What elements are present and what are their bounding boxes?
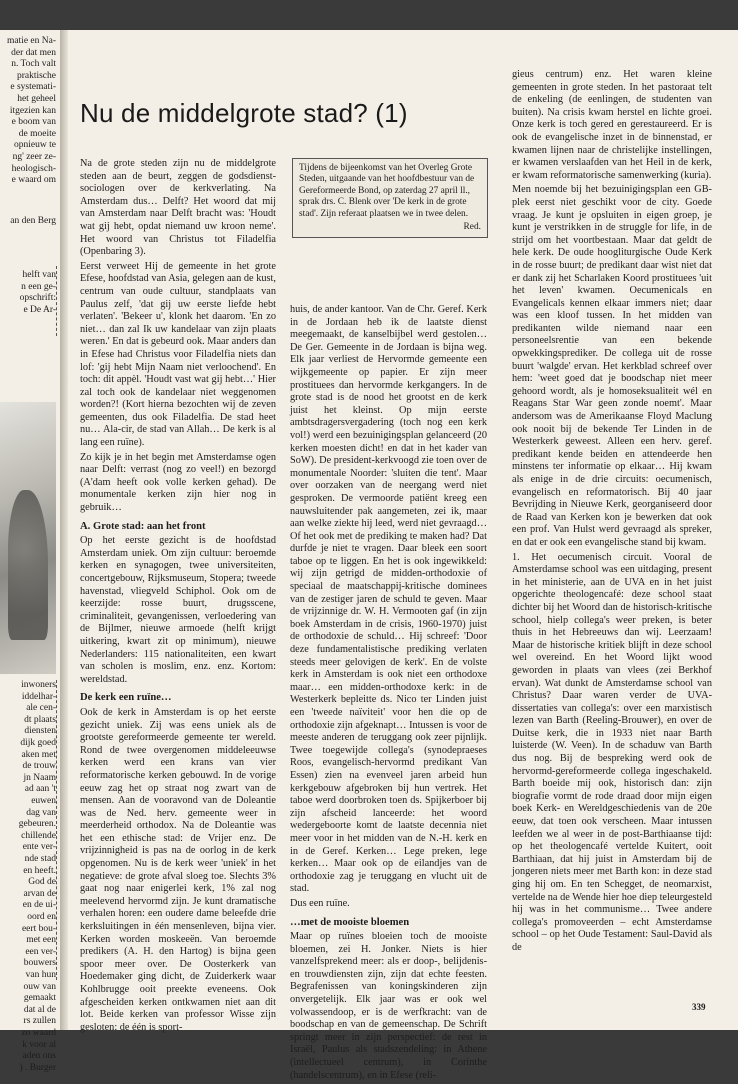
editorial-signature: Red. xyxy=(463,222,481,233)
editorial-note-text: Tijdens de bijeenkomst van het Overleg Grote Steden, uitgaande van het hoofdbestuur van de Gereformeerde Bond, op zaterdag 27 april ll., sprak drs. C. Blenk over 'De kerk in de grote stad'. Zijn referaat plaatsen we in twee delen. xyxy=(299,163,475,219)
adjacent-page-text-fragment: e boom van xyxy=(11,117,56,128)
adjacent-page-text-fragment: gemaakt xyxy=(23,993,56,1004)
adjacent-page-text-fragment: e systemati- xyxy=(10,82,56,93)
paragraph: Ook de kerk in Amsterdam is op het eerste gezicht uniek. Zij was eens uniek als de grootste gereformeerde gemeente ter wereld. Rond de twee overgenomen middeleeuwse kerken werd een krans van vier reformatorische kerken gebouwd. In de vorige eeuw zag het op straat nog zwart van de mensen. Aan de vooravond van de Doleantie was de Ned. herv. gemeente weer in meerderheid orthodox. Na de Doleantie was het een ethische stad: de Vrijer enz. De vrijzinnigheid is pas na de oorlog in de kerk opgenomen. Nu is de kerk weer 'uniek' in het negatieve: de grote afval sloeg toe. Slechts 3% gaat nog naar enigerlei kerk, 1% zal nog meelevend hervormd zijn. Je kunt dramatische verhalen horen: een oudere dame beleefde drie kerksluitingen in één mensenleven, bijna vier. Kerken worden moskeeën. Van beroemde predikers (A. H. den Hartog) is bijna geen spoor meer over. De Oosterkerk van Hoedemaker ging dicht, de Zuiderkerk waar Kohlbrugge ooit preekte eveneens. Ook afgescheiden kerken ontkwamen niet aan dit lot. Beide kerken van professor Wisse zijn gesloten: de één is sport- xyxy=(80,706,276,1033)
adjacent-page-text-fragment: ente ver- xyxy=(22,842,56,853)
adjacent-page-text-fragment: en heeft. xyxy=(23,865,56,876)
adjacent-page-text-fragment: e De Ar- xyxy=(23,304,56,315)
adjacent-page-text-fragment: n. Toch valt xyxy=(11,59,56,70)
adjacent-page-text-fragment: eert bou- xyxy=(21,923,56,934)
adjacent-page-text-fragment: diensten xyxy=(24,726,56,737)
adjacent-page-text-fragment: inwoners xyxy=(21,680,56,690)
paragraph: Eerst verweet Hij de gemeente in het grote Efese, hoofdstad van Asia, gelegen aan de kust, centrum van oude cultuur, standplaats van Paulus zelf, 'dat gij uw eerste liefde hebt verlaten'. 'Bekeer u', klonk het daarom. 'En zo niet… dan zal Ik uw kandelaar van zijn plaats weren.' En dat is gebeurd ook. Maar anders dan in Efese had Christus voor Filadelfia niets dan lof: 'gij hebt Mijn Naam niet verloochend'. En toch: dit appèl. 'Houdt vast wat gij hebt…' Hier zal toch ook de kandelaar niet weggenomen worden?! (Kort hierna bezochten wij de zeven gemeenten, dus ook Filadelfia. De stad heet nu… Ala-cir, de stad van Allah… De kerk is al lang een ruïne). xyxy=(80,260,276,449)
adjacent-page-text-fragment: van hun xyxy=(25,970,56,980)
adjacent-page-text-fragment: een ver- xyxy=(25,946,56,957)
adjacent-page-text-fragment: praktische xyxy=(16,70,56,81)
adjacent-page-text-fragment: ale cen- xyxy=(26,703,56,714)
adjacent-page-text-fragment: euwen xyxy=(31,796,56,806)
section-heading: De kerk een ruïne… xyxy=(80,692,172,704)
adjacent-page-text-fragment: zo waard xyxy=(21,1028,56,1038)
adjacent-page-text-fragment: dt plaats xyxy=(24,714,56,725)
adjacent-page-text-fragment: bouwers xyxy=(23,958,56,969)
page-number: 339 xyxy=(692,1002,706,1012)
section-heading: …met de mooiste bloemen xyxy=(290,916,410,928)
adjacent-page-text-fragment: dijk goed xyxy=(20,738,56,748)
section-heading: A. Grote stad: aan het front xyxy=(80,520,206,532)
adjacent-page-text-fragment: en de ui- xyxy=(22,900,56,911)
dashed-border xyxy=(56,266,57,336)
adjacent-page-text-fragment: chillende xyxy=(21,830,56,841)
column-2 xyxy=(290,304,487,1084)
adjacent-page-text-fragment: met een xyxy=(26,935,56,946)
magazine-page xyxy=(0,30,738,1081)
adjacent-page-text-fragment: n een ge- xyxy=(21,281,56,292)
adjacent-page-text-fragment: heologisch- xyxy=(11,163,56,174)
paragraph: Maar op ruïnes bloeien toch de mooiste bloemen, zei H. Jonker. Niets is hier vanzelfsprekend meer: als er doop-, belijdenis- en trouwdiensten zijn, zijn dat echte feesten. Begrafenissen van koningskinderen zijn onvergetelijk. Elk jaar was er ook wel volwassendoop, er is de werfkracht: van de boodschap en van de gemeenschap. De Schrift springt meer in zijn perspectief: de rest in Israël, Paulus als stadszendeling: in Athene (intellectueel centrum), in Corinthe (handelscentrum), en in Efese (reli- xyxy=(290,931,487,1081)
adjacent-page-text-fragment: opnieuw te xyxy=(14,140,56,151)
adjacent-page-text-fragment: ad aan 't xyxy=(24,784,56,795)
paragraph: Zo kijk je in het begin met Amsterdamse ogen naar Delft: verrast (nog zo veel!) en bezorgd (A'dam heeft ook volle kerken gehad). De monumentale kerken zijn hier nog in gebruik… xyxy=(80,451,276,514)
adjacent-page-text-fragment: iddelhar- xyxy=(21,691,56,702)
tree-image xyxy=(8,490,48,640)
adjacent-page-text-fragment: rs zullen xyxy=(23,1016,56,1027)
adjacent-page-text-fragment: aken met xyxy=(21,749,56,760)
adjacent-page-text-fragment: het geheel xyxy=(17,94,56,104)
adjacent-page-text-fragment: dat al de xyxy=(23,1004,56,1015)
adjacent-page-text-fragment: aden ons xyxy=(22,1051,56,1062)
adjacent-page-text-fragment: k voor al xyxy=(22,1039,56,1050)
editorial-note-box xyxy=(292,158,488,238)
adjacent-page-text-fragment: ) . Burger xyxy=(19,1062,56,1073)
adjacent-page-text-fragment: God de xyxy=(28,877,56,888)
adjacent-page-text-fragment: an den Berg xyxy=(10,216,56,226)
adjacent-page-text-fragment: helft van xyxy=(22,270,56,280)
adjacent-page-text-fragment: itgezien kan xyxy=(9,105,56,116)
adjacent-page-text-fragment: de moeite xyxy=(18,128,56,139)
adjacent-page-text-fragment: oord en xyxy=(27,912,56,922)
adjacent-page-text-fragment: de trouw xyxy=(22,761,56,772)
adjacent-page-text-fragment: jn Naam xyxy=(23,772,56,783)
paragraph: Op het eerste gezicht is de hoofdstad Amsterdam uniek. Om zijn cultuur: beroemde kerken en synagogen, twee universiteiten, concertgebouw, Rijksmuseum, Stopera; tweede havenstad, vliegveld Schiphol. Ook om de keerzijde: rosse buurt, drugsscene, criminaliteit, gevangenissen, verloedering van de Bijlmer, nieuwe armoede (helft krijgt uitkering, kwart zit op minimum), nieuwe Nederlanders: 115 nationaliteiten, een kwart van scholen is moslim, enz. enz. Kortom: wereldstad. xyxy=(80,535,276,685)
page-gutter xyxy=(60,30,68,1030)
intro-paragraph: Na de grote steden zijn nu de middelgrote steden aan de beurt, zeggen de godsdienst-sociologen over de kerkverlating. Na Amsterdam dus… Delft? Het woord dat mij van Amsterdam naar Delft bracht was: 'Houdt wat gij hebt, opdat niemand uw kroon neme'. Het woord van Christus tot Filadelfia (Openbaring 3). xyxy=(80,158,276,258)
adjacent-page-strip xyxy=(0,30,58,1073)
adjacent-page-text-fragment: ouw van xyxy=(23,981,56,992)
dashed-border xyxy=(56,680,57,980)
adjacent-page-text-fragment: gebeuren. xyxy=(18,819,56,830)
adjacent-page-text-fragment: nde stad xyxy=(24,854,56,864)
adjacent-page-text-fragment: arvan de xyxy=(23,888,56,899)
paragraph: gieus centrum) enz. Het waren kleine gemeenten in grote steden. In het pastoraat telt de enkeling (de eenlingen, de studenten van buiten). Na crisis kwam herstel en lichte groei. Onze kerk is toch gered en gerestaureerd. Er is ook de evangelische inzet in de binnenstad, er kwamen lijnen naar de christelijke instellingen, er kwamen verslaafden van het Heil in de kerk, er kwam reformatorische samenwerking (kuria). xyxy=(512,69,712,181)
adjacent-page-text-fragment: ng' zeer ze- xyxy=(12,152,56,162)
adjacent-page-text-fragment: der dat men xyxy=(11,47,56,58)
adjacent-page-text-fragment: e waard om xyxy=(11,175,56,186)
column-3 xyxy=(512,69,712,957)
paragraph: Dus een ruïne. xyxy=(290,897,350,909)
column-1 xyxy=(80,158,276,1036)
article-title: Nu de middelgrote stad? (1) xyxy=(80,98,408,128)
paragraph: huis, de ander kantoor. Van de Chr. Geref. Kerk in de Jordaan heb ik de laatste dienst meegemaakt, de kanselbijbel werd gestolen… De Ger. Gemeente in de Jordaan is bijna weg. Elk jaar verliest de Hervormde gemeente een wijkgemeente op papier. Er zijn meer prostituees dan hervormde kerkgangers. In de grote stad is de nood het grootst en de kerk juist het kleinst. Op mijn eerste ambtsdragersvergadering (toch nog een kerk vol!) werd een bezuinigingsplan gelanceerd (20 kerken moesten dicht! en dat in het kader van SoW). De president-kerkvoogd zie toen over de monumentale Noorder: 'sluiten die tent'. Maar over oorzaken van de neergang werd niet gesproken. De vermoorde patiënt kreeg een nauwsluitender pak aangemeten, zei ik, maar aan welke ziekte hij leed, werd niet gevraagd… Of het ook met de prediking te maken had? Dat durfde je niet te vragen. Daar bleek een soort taboe op te liggen. En het is ook ingewikkeld: wij zijn getrigd de midden-orthodoxie of speciaal de maatschappij-kritische dominees van de zestiger jaren de schuld te geven. Maar de vrijzinnige dr. W. H. Vermooten gaf (in zijn boek Amsterdam in de crisis, 1960-1970) juist de orthodoxie de schuld… Hij schreef: 'Door deze fundamentalistische prediking verlaten steeds meer gelovigen de kerk'. En de volste kerk in Amsterdam is ook niet een orthodoxe maar… een midden-orthodoxe kerk: in de Westerkerk bepleitte ds. Nico ter Linden juist een 'tweede naïviteit' voor hen die op de orthodoxie zijn afgeknapt… Intussen is voor de meeste anderen de teruggang ook zeer pijnlijk. Twee toegewijde collega's (synodepraeses Roos, evangelisch-hervormd predikant Van Essen) zien na evenveel jaren arbeid hun kerkgebouw afgebroken bij hun vertrek. Het taboe werd doorbroken toen ds. Spijkerboer bij zijn afscheid lanceerde: het woord wedergeboorte komt de laatste decennia niet meer voor in het midden van de N.-H. kerk en in de Geref. Kerken… Lege preken, lege kerken… Maar ook op de eilandjes van de orthodoxie zag je teruggang en vlucht uit de stad. xyxy=(290,304,488,895)
paragraph: Men noemde bij het bezuinigingsplan een GB-plek eerst niet geschikt voor de city. Goede vraag. Je kunt je opsluiten in eigen groep, je kunt je verstrikken in de struggle for life, in de strijd om het voortbestaan. Maar dat geldt de hele kerk. De oude hoogliturgische Oude Kerk in de rosse buurt; de predikant daar wist niet dat er dank zij het Scharlaken Koord prostituees 'uit het leven' kwamen. Oecumenicals en Evangelicals kennen elkaar immers niet; daar was een kloof tussen. In het midden van predikanten wilde niemand naar een personeelsrentie van een bekende opwekkingsprediker. De collega uit de rosse buurt 'walgde' ervan. Het kerkblad schreef over hem: 'weet goed dat je boodschap niet meer gehoord wordt, als je homoseksualiteit wél en Reagans Star War geen zonde noemt'. Maar andersom was de Amerikaanse Floyd Maclung ook nooit bij de bekende Ter Linden in de Westerkerk geweest. Alleen een herv. geref. predikant kende beiden en attendeerde hen minstens ter informatie op elkaar… Hij kwam als enige in de drie circuits: oecumenisch, evangelisch en reformatorisch. Bij 40 jaar Bevrijding in Nieuwe Kerk, georganiseerd door de Raad van Kerken kon je bewerken dat ook een prof. Van Hulst werd gevraagd als spreker, en dat er ook een evangelische stand bij kwam. xyxy=(512,184,712,548)
adjacent-page-text-fragment: opschrift: xyxy=(19,293,56,304)
adjacent-page-text-fragment: matie en Na- xyxy=(6,36,56,46)
paragraph: 1. Het oecumenisch circuit. Vooral de Amsterdamse school was een uitdaging, present in het ministerie, aan de UVA en in het juist opgerichte theologencafé: deze school staat dichter bij het Woord dan de historisch-kritische school, hielp collega's weer preken, is beter thuis in het Hebreeuws dan wij. Leerzaam! Maar de historische kritiek blijft in deze school wel overeind. En het Woord lijkt wood geworden in plaats van vlees (zei Berkhof ervan). Wat dunkt de Amsterdamse school van Christus? Daar waren verder de UVA-dissertaties van collega's: over een marxistisch lezen van Barth (Reeling-Brouwer), en over de Duitse kerk, die in 1933 niet naar Barth luisterde (W. Veen). In de schaduw van Barth dus nog. Bij de bespreking werd ook de hervormd-gereformeerde collega ingeschakeld. Barth boeide mij ook, historisch dan: zijn biografie vormt de rode draad door mijn eigen boek Kerk- en Wereldgeschiedenis van de 20e eeuw, dat toen ook verscheen. Maar intussen leefden we al weer in de post-Barthiaanse tijd: op het theologencafé vertelde Kuitert, ooit Barthiaan, dat hij juist in Amsterdam bij de jongeren niets meer met Barth kon: in deze stad ging hij om. En ten Schegget, de neomarxist, vertelde na de Wende hier hoe diep teleurgesteld hij was in het communisme… Twee andere collega's promoveerden – echt Amsterdamse school – op het Oude Testament: Saul-David als de xyxy=(512,551,712,953)
adjacent-page-text-fragment: dag van xyxy=(26,807,56,818)
